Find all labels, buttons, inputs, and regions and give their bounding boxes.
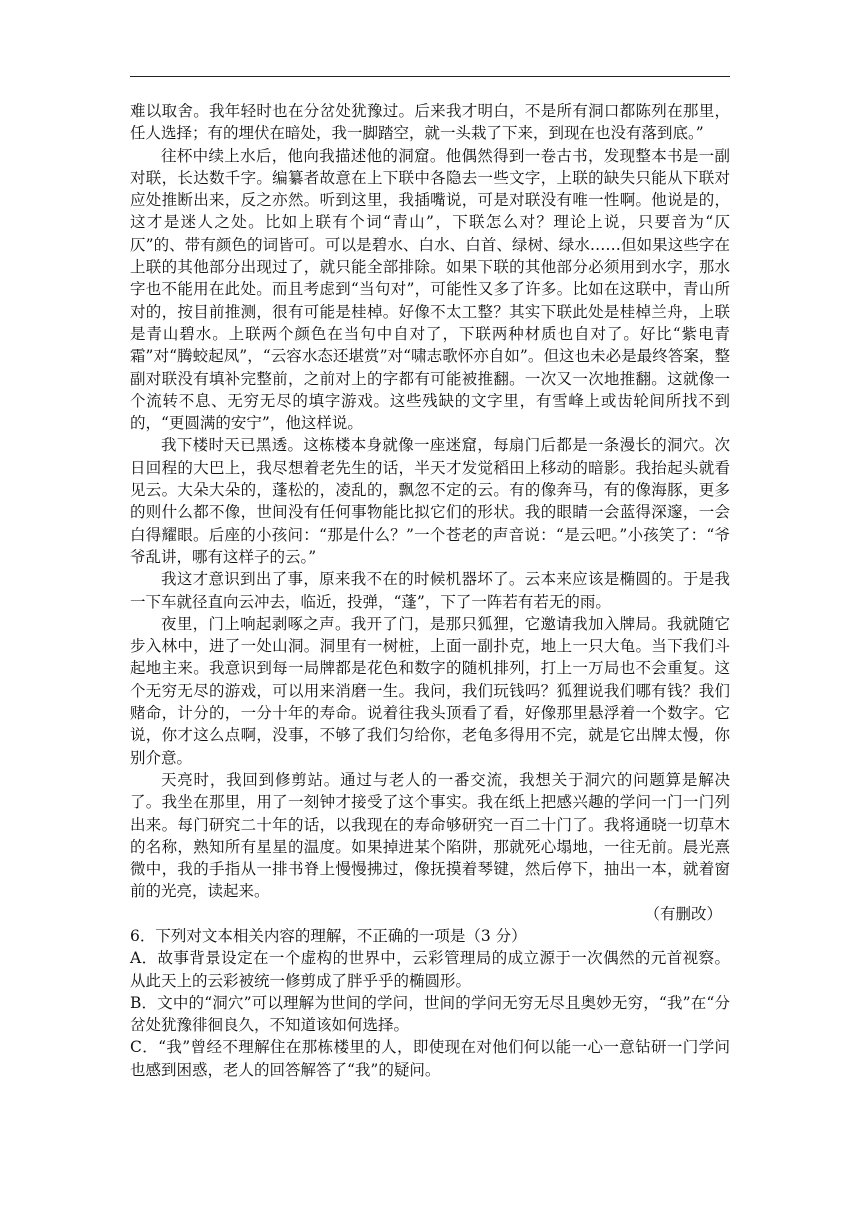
document-body [130,100,730,1081]
paragraph: 难以取舍。我年轻时也在分岔处犹豫过。后来我才明白，不是所有洞口都陈列在那里，任人选择；有的埋伏在暗处，我一脚踏空，就一头栽了下来，到现在也没有落到底。” [130,102,730,143]
answer-option-b: B．文中的“洞穴”可以理解为世间的学问，世间的学问无穷无尽且奥妙无穷，“我”在“分岔处犹豫徘徊良久，不知道该如何选择。 [130,993,730,1035]
paragraph: 天亮时，我回到修剪站。通过与老人的一番交流，我想关于洞穴的问题算是解决了。我坐在那里，用了一刻钟才接受了这个事实。我在纸上把感兴趣的学问一门一门列出来。每门研究二十年的话，以我现在的寿命够研究一百二十门了。我将通晓一切草木的名称，熟知所有星星的温度。如果掉进某个陷阱，那就死心塌地，一往无前。晨光熹微中，我的手指从一排书脊上慢慢拂过，像抚摸着琴键，然后停下，抽出一本，就着窗前的光亮，读起来。 [130,770,730,901]
header-rule [130,76,730,77]
paragraph: 往杯中续上水后，他向我描述他的洞窟。他偶然得到一卷古书，发现整本书是一副对联，长达数千字。编纂者故意在上下联中各隐去一些文字，上联的缺失只能从下联对应处推断出来，反之亦然。听到这里，我插嘴说，可是对联没有唯一性啊。他说是的，这才是迷人之处。比如上联有个词“青山”，下联怎么对？理论上说，只要音为“仄仄”的、带有颜色的词皆可。可以是碧水、白水、白首、绿树、绿水……但如果这些字在上联的其他部分出现过了，就只能全部排除。如果下联的其他部分必须用到水字，那水字也不能用在此处。而且考虑到“当句对”，可能性又多了许多。比如在这联中，青山所对的，按目前推测，很有可能是桂棹。好像不太工整？其实下联此处是桂棹兰舟，上联是青山碧水。上联两个颜色在当句中自对了，下联两种材质也自对了。好比“紫电青霜”对“腾蛟起凤”，“云容水态还堪赏”对“啸志歌怀亦自如”。但这也未必是最终答案，整副对联没有填补完整前，之前对上的字都有可能被推翻。一次又一次地推翻。这就像一个流转不息、无穷无尽的填字游戏。这些残缺的文字里，有雪峰上或齿轮间所找不到的，“更圆满的安宁”，他这样说。 [130,146,730,433]
paragraph: 夜里，门上响起剥啄之声。我开了门，是那只狐狸，它邀请我加入牌局。我就随它步入林中，进了一处山洞。洞里有一树桩，上面一副扑克，地上一只大龟。当下我们斗起地主来。我意识到每一局牌都是花色和数字的随机排列，打上一万局也不会重复。这个无穷无尽的游戏，可以用来消磨一生。我问，我们玩钱吗？狐狸说我们哪有钱？我们赌命，计分的，一分十年的寿命。说着往我头顶看了看，好像那里悬浮着一个数字。它说，你才这么点啊，没事，不够了我们匀给你，老龟多得用不完，就是它出牌太慢，你别介意。 [130,614,730,767]
paragraph: 我这才意识到出了事，原来我不在的时候机器坏了。云本来应该是椭圆的。于是我一下车就径直向云冲去，临近，投弹，“蓬”，下了一阵若有若无的雨。 [130,570,730,611]
answer-option-c: C．“我”曾经不理解住在那栋楼里的人，即使现在对他们何以能一心一意钻研一门学问也感到困惑，老人的回答解答了“我”的疑问。 [130,1038,730,1079]
revision-note: （有删改） [644,904,722,923]
question-stem: 6．下列对文本相关内容的理解，不正确的一项是（3 分） [130,926,527,945]
paragraph: 我下楼时天已黑透。这栋楼本身就像一座迷窟，每扇门后都是一条漫长的洞穴。次日回程的大巴上，我尽想着老先生的话，半天才发觉稻田上移动的暗影。我抬起头就看见云。大朵大朵的，蓬松的，凌乱的，飘忽不定的云。有的像奔马，有的像海豚，更多的则什么都不像，世间没有任何事物能比拟它们的形状。我的眼睛一会蓝得深邃，一会白得耀眼。后座的小孩问：“那是什么？”一个苍老的声音说：“是云吧。”小孩笑了：“爷爷乱讲，哪有这样子的云。” [130,436,730,566]
answer-option-a: A．故事背景设定在一个虚构的世界中，云彩管理局的成立源于一次偶然的元首视察。从此天上的云彩被统一修剪成了胖乎乎的椭圆形。 [130,949,730,990]
